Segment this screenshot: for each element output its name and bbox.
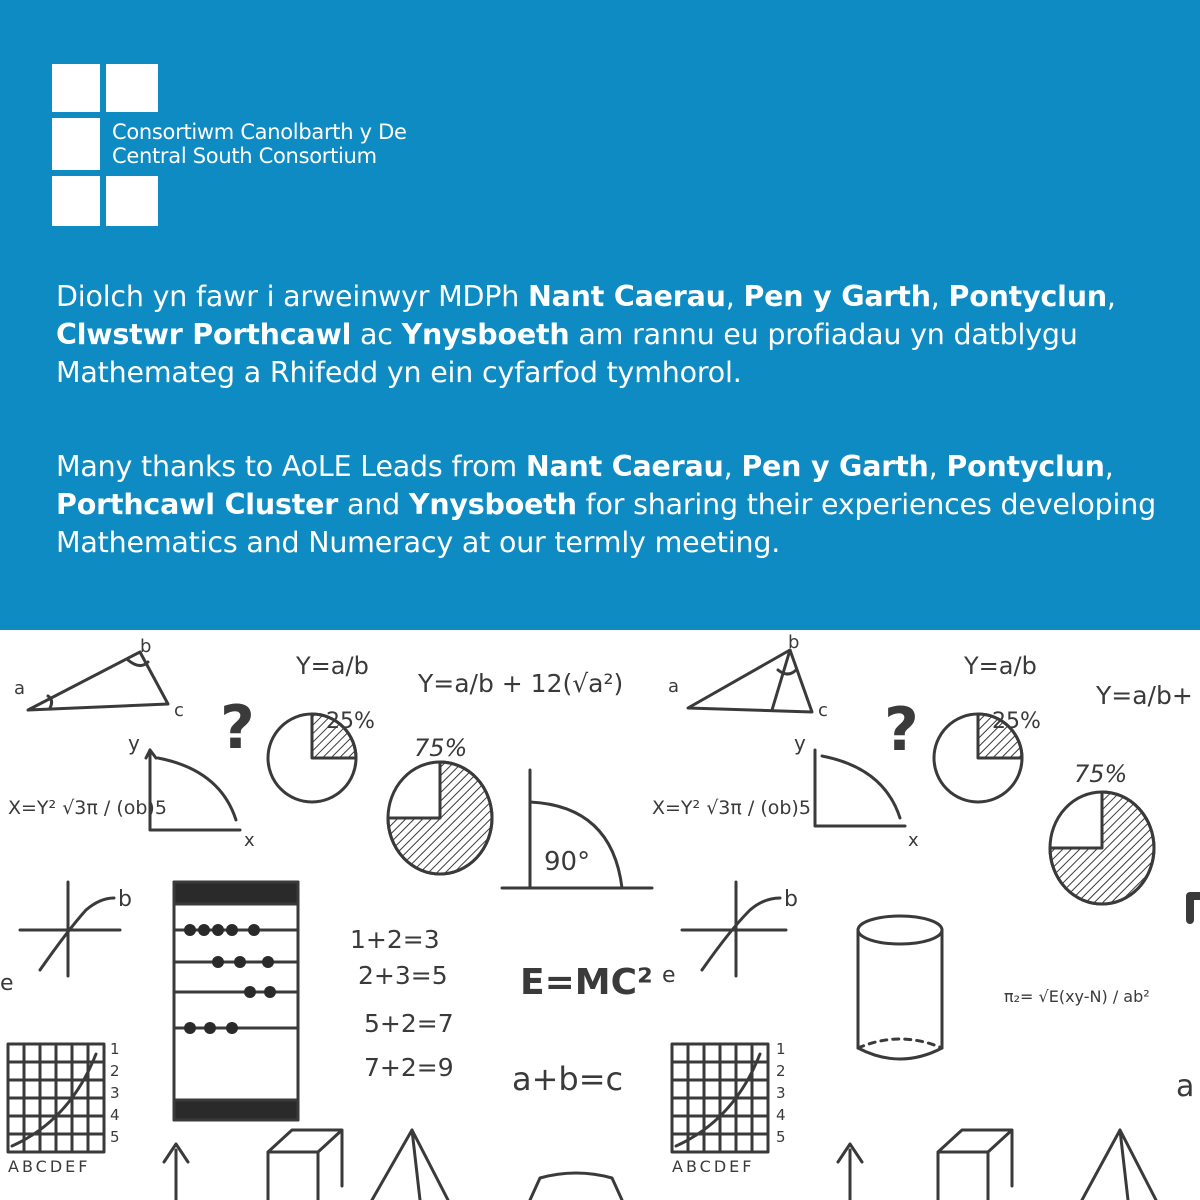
label-b-2: b [788,632,800,653]
formula-a-plus-b: a+b=c [512,1060,624,1098]
label-75-percent: 75% [414,734,468,762]
angle-label: 90° [544,847,591,877]
label-25-percent-2: 25% [992,709,1041,734]
cube [268,1130,342,1200]
up-arrow-2 [838,1144,862,1200]
formula-x-2: X=Y² √3π / (ob)5 [652,797,811,819]
formula-y-long: Y=a/b + 12(√a²) [418,669,624,698]
side-number-1: 1 [110,1040,120,1058]
sum-line-4: 7+2=9 [364,1053,454,1082]
formula-y-ab: Y=a/b [296,652,369,680]
side-number-2b: 2 [776,1062,786,1080]
side-number-3: 3 [110,1084,120,1102]
consortium-name-welsh: Consortiwm Canolbarth y De [112,120,407,144]
pyramid [372,1130,448,1200]
axis-letters-2: ABCDEF [672,1157,755,1176]
formula-pi: π₂= √E(xy-N) / ab² [1004,987,1150,1006]
label-a: a [14,678,26,699]
formula-y-partial: Y=a/b+ [1096,681,1193,710]
doodle-canvas [0,630,1200,1200]
grid-graph [8,1044,104,1152]
label-e: e [0,971,14,996]
axis-letters: ABCDEF [8,1157,91,1176]
label-c-2: c [818,700,828,721]
formula-y-ab-2: Y=a/b [964,652,1037,680]
grid-graph-2 [672,1044,768,1152]
label-x-2: x [908,830,919,851]
label-25-percent: 25% [326,709,375,734]
pyramid-2 [1082,1130,1156,1200]
label-x: x [244,830,255,851]
label-75-percent-2: 75% [1074,760,1128,788]
consortium-name-english: Central South Consortium [112,144,377,168]
label-y-2: y [794,731,806,755]
side-number-2: 2 [110,1062,120,1080]
cone-top [530,1173,622,1200]
label-e-2: e [662,963,676,988]
abacus [174,882,298,1120]
formula-emc: E=MC² [520,962,653,1003]
message-english: Many thanks to AoLE Leads from Nant Caerau, Pen y Garth, Pontyclun, Porthcawl Cluster and Ynysboeth for sharing their experiences developing Mathematics and Numeracy at our termly meeting. [56,450,1157,559]
side-number-5b: 5 [776,1128,786,1146]
sum-line-3: 5+2=7 [364,1009,454,1038]
side-number-5: 5 [110,1128,120,1146]
side-number-3b: 3 [776,1084,786,1102]
label-y: y [128,731,140,755]
side-number-1b: 1 [776,1040,786,1058]
cylinder [858,916,942,944]
abacus-beads [184,924,276,1034]
label-b-4: b [784,887,798,912]
label-b: b [140,636,152,657]
question-mark-2: ? [884,695,919,765]
sum-line-1: 1+2=3 [350,925,440,954]
triangle-doodle-2 [688,650,812,712]
label-a-2: a [668,676,680,697]
maths-doodle-illustration [0,630,1200,1200]
triangle-doodle [28,652,168,710]
cube-2 [938,1130,1012,1200]
label-a-3: a [1176,1069,1195,1104]
label-c: c [174,700,184,721]
message-welsh: Diolch yn fawr i arweinwyr MDPh Nant Caerau, Pen y Garth, Pontyclun, Clwstwr Porthcawl ac Ynysboeth am rannu eu profiadau yn datblygu Mathemateg a Rhifedd yn ein cyfarfod tymhorol. [56,280,1116,389]
side-number-4: 4 [110,1106,120,1124]
formula-x: X=Y² √3π / (ob)5 [8,797,167,819]
consortium-name [112,120,407,168]
sum-line-2: 2+3=5 [358,961,448,990]
question-mark: ? [220,693,255,763]
side-number-4b: 4 [776,1106,786,1124]
label-b-3: b [118,887,132,912]
up-arrow [164,1144,188,1200]
